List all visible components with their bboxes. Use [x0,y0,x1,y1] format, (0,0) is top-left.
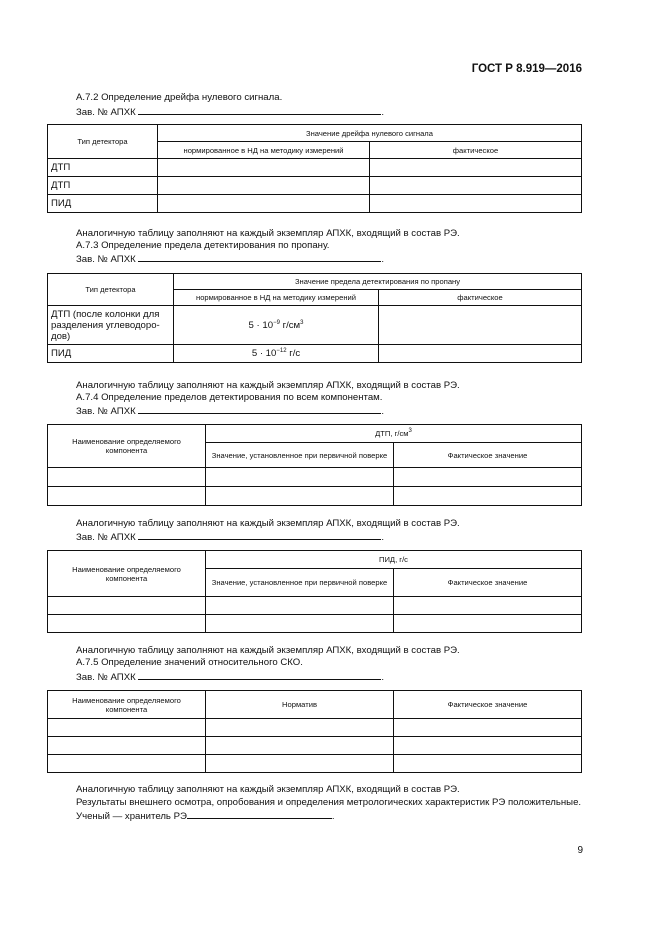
note-text: Аналогичную таблицу заполняют на каждый экземпляр АПХК, входящий в состав РЭ. [76,518,460,529]
table-cell [48,487,206,506]
reg-line-4: Зав. № АПХК . [76,532,385,543]
keeper-blank [187,809,332,819]
table-cell [48,719,206,737]
results-text: Результаты внешнего осмотра, опробования и определения метрологических характеристик РЭ положительные. [76,797,582,808]
table-relative-sko [47,690,582,773]
note-text: Аналогичную таблицу заполняют на каждый экземпляр АПХК, входящий в состав РЭ. [76,228,460,239]
table-cell [206,737,394,755]
reg-blank [138,530,381,540]
table-cell [379,306,582,345]
col-header-normative: нормированное в НД на методику измерений [174,290,379,306]
row-label: ДТП (после колонки для разделения углеводоро-дов) [48,306,174,345]
col-header-normative: Норматив [206,691,394,719]
table-cell [394,468,582,487]
table-detection-limit-propane [47,273,582,363]
table-cell [394,719,582,737]
table-cell [394,737,582,755]
table-detection-limits-dtp [47,424,582,506]
table-cell [158,195,370,213]
section-a74-title: А.7.4 Определение пределов детектирования по всем компонентам. [76,392,383,403]
reg-line-3: Зав. № АПХК . [76,406,385,417]
table-cell [370,177,582,195]
col-header-actual: Фактическое значение [394,443,582,468]
table-cell [394,615,582,633]
col-header-group: Значение дрейфа нулевого сигнала [158,125,582,142]
reg-blank [138,105,381,115]
col-header-component: Наименование определяемого компонента [48,691,206,719]
reg-label: Зав. № АПХК [76,254,136,265]
col-header-initial: Значение, установленное при первичной поверке [206,443,394,468]
page-number: 9 [577,845,583,856]
col-header-group: Значение предела детектирования по пропану [174,274,582,290]
section-a72-title: А.7.2 Определение дрейфа нулевого сигнала. [76,92,283,103]
table-cell [48,737,206,755]
reg-label: Зав. № АПХК [76,406,136,417]
normative-value: $5 \cdot 10^{-9}$ $г/см^3$ [174,306,379,345]
col-header-group: ПИД, г/с [206,551,582,569]
reg-label: Зав. № АПХК [76,532,136,543]
table-cell [379,345,582,363]
table-cell [206,755,394,773]
reg-label: Зав. № АПХК [76,107,136,118]
col-header-initial: Значение, установленное при первичной поверке [206,569,394,597]
col-header-actual: Фактическое значение [394,691,582,719]
col-header-normative: нормированное в НД на методику измерений [158,142,370,159]
document-code: ГОСТ Р 8.919—2016 [471,63,582,75]
table-cell [206,615,394,633]
keeper-line: Ученый — хранитель РЭ . [76,811,335,822]
keeper-label: Ученый — хранитель РЭ [76,811,187,822]
reg-blank [138,252,381,262]
reg-label: Зав. № АПХК [76,672,136,683]
table-cell [158,177,370,195]
col-header-actual: фактическое [370,142,582,159]
table-cell [206,719,394,737]
row-label: ДТП [48,159,158,177]
col-header-component: Наименование определяемого компонента [48,551,206,597]
reg-blank [138,404,381,414]
table-cell [48,755,206,773]
col-header-actual: Фактическое значение [394,569,582,597]
note-text: Аналогичную таблицу заполняют на каждый экземпляр АПХК, входящий в состав РЭ. [76,645,460,656]
row-label: ПИД [48,345,174,363]
section-a73-title: А.7.3 Определение предела детектирования по пропану. [76,240,330,251]
col-header-component: Наименование определяемого компонента [48,425,206,468]
col-header-detector-type: Тип детектора [48,125,158,159]
reg-line-5: Зав. № АПХК . [76,672,385,683]
section-a75-title: А.7.5 Определение значений относительного СКО. [76,657,303,668]
reg-blank [138,670,381,680]
row-label: ДТП [48,177,158,195]
table-cell [394,597,582,615]
table-cell [206,468,394,487]
table-detection-limits-pid [47,550,582,633]
col-header-actual: фактическое [379,290,582,306]
reg-line-1: Зав. № АПХК . [76,107,385,118]
col-header-detector-type: Тип детектора [48,274,174,306]
table-cell [394,755,582,773]
table-cell [48,468,206,487]
table-zero-drift [47,124,582,213]
table-cell [206,597,394,615]
normative-value: $5 \cdot 10^{-12}$ г/с [174,345,379,363]
table-cell [158,159,370,177]
table-cell [48,615,206,633]
reg-line-2: Зав. № АПХК . [76,254,385,265]
table-cell [370,195,582,213]
table-cell [48,597,206,615]
row-label: ПИД [48,195,158,213]
note-text: Аналогичную таблицу заполняют на каждый экземпляр АПХК, входящий в состав РЭ. [76,784,460,795]
note-text: Аналогичную таблицу заполняют на каждый экземпляр АПХК, входящий в состав РЭ. [76,380,460,391]
table-cell [206,487,394,506]
col-header-group: ДТП, $г/см^3$ [206,425,582,443]
table-cell [370,159,582,177]
table-cell [394,487,582,506]
